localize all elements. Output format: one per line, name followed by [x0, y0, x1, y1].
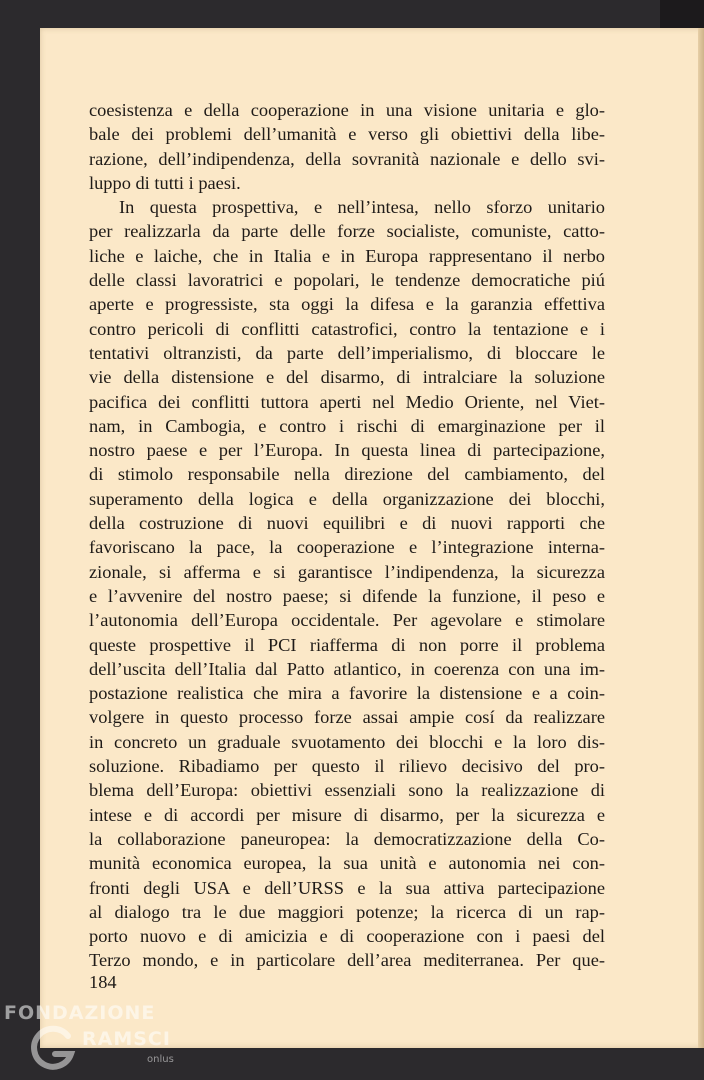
- text-line: tentativi oltranzisti, da parte dell’imperialismo, di bloccare le: [89, 342, 605, 363]
- text-line: e l’avvenire del nostro paese; si difende la funzione, il peso e: [89, 585, 605, 606]
- scanner-background-strip: [660, 0, 704, 28]
- text-line: blema dell’Europa: obiettivi essenziali sono la realizzazione di: [89, 780, 605, 801]
- text-line: Terzo mondo, e in particolare dell’area mediterranea. Per que-: [89, 950, 605, 971]
- text-line: coesistenza e della cooperazione in una visione unitaria e glo-: [89, 100, 605, 120]
- text-line: delle classi lavoratrici e popolari, le tendenze democratiche piú: [89, 270, 605, 291]
- text-line: aperte e progressiste, sta oggi la difesa e la garanzia effettiva: [89, 294, 605, 315]
- watermark-onlus: onlus: [147, 1054, 174, 1065]
- text-line: zionale, si afferma e si garantisce l’indipendenza, la sicurezza: [89, 561, 605, 582]
- text-line: favoriscano la pace, la cooperazione e l’integrazione interna-: [89, 537, 605, 558]
- watermark-title: FONDAZIONE: [4, 1002, 156, 1024]
- fondazione-gramsci-watermark: [0, 998, 230, 1080]
- text-line: intese e di accordi per misure di disarmo, per la sicurezza e: [89, 804, 605, 825]
- text-line: superamento della logica e della organizzazione dei blocchi,: [89, 488, 605, 509]
- text-line: luppo di tutti i paesi.: [89, 172, 241, 193]
- text-line: queste prospettive il PCI riafferma di non porre il problema: [89, 634, 605, 655]
- text-line: volgere in questo processo forze assai ampie cosí da realizzare: [89, 707, 605, 728]
- body-text: [89, 98, 605, 973]
- text-line: al dialogo tra le due maggiori potenze; la ricerca di un rap-: [89, 901, 605, 922]
- text-line: contro pericoli di conflitti catastrofici, contro la tentazione e i: [89, 318, 605, 339]
- text-line-paragraph-start: In questa prospettiva, e nell’intesa, nello sforzo unitario: [119, 197, 605, 218]
- text-line: liche e laiche, che in Italia e in Europa rappresentano il nerbo: [89, 245, 605, 266]
- text-line: pacifica dei conflitti tuttora aperti nel Medio Oriente, nel Viet-: [89, 391, 605, 412]
- text-line: munità economica europea, la sua unità e autonomia nei con-: [89, 853, 605, 874]
- text-line: per realizzarla da parte delle forze socialiste, comuniste, catto-: [89, 221, 605, 242]
- gramsci-g-logo-icon: [28, 1024, 78, 1074]
- text-line: di stimolo responsabile nella direzione del cambiamento, del: [89, 464, 605, 485]
- text-line: in concreto un graduale svuotamento dei blocchi e la loro dis-: [89, 731, 605, 752]
- text-line: l’autonomia dell’Europa occidentale. Per agevolare e stimolare: [89, 610, 605, 631]
- text-line: fronti degli USA e dell’URSS e la sua attiva partecipazione: [89, 877, 605, 898]
- text-line: vie della distensione e del disarmo, di intralciare la soluzione: [89, 367, 605, 388]
- text-line: la collaborazione paneuropea: la democratizzazione della Co-: [89, 828, 605, 849]
- text-line: nam, in Cambogia, e contro i rischi di emarginazione per il: [89, 415, 605, 436]
- text-line: postazione realistica che mira a favorire la distensione e a coin-: [89, 683, 605, 704]
- text-line: della costruzione di nuovi equilibri e di nuovi rapporti che: [89, 513, 605, 534]
- watermark-subtitle: RAMSCI: [82, 1028, 171, 1050]
- page-edge-shadow: [698, 28, 704, 1048]
- text-line: porto nuovo e di amicizia e di cooperazione con i paesi del: [89, 926, 605, 947]
- text-line: bale dei problemi dell’umanità e verso gli obiettivi della libe-: [89, 124, 605, 145]
- text-line: soluzione. Ribadiamo per questo il rilievo decisivo del pro-: [89, 756, 605, 777]
- text-line: nostro paese e per l’Europa. In questa linea di partecipazione,: [89, 440, 605, 461]
- text-line: dell’uscita dell’Italia dal Patto atlantico, in coerenza con una im-: [89, 658, 605, 679]
- page-number: 184: [89, 972, 117, 992]
- text-line: razione, dell’indipendenza, della sovranità nazionale e dello svi-: [89, 148, 605, 169]
